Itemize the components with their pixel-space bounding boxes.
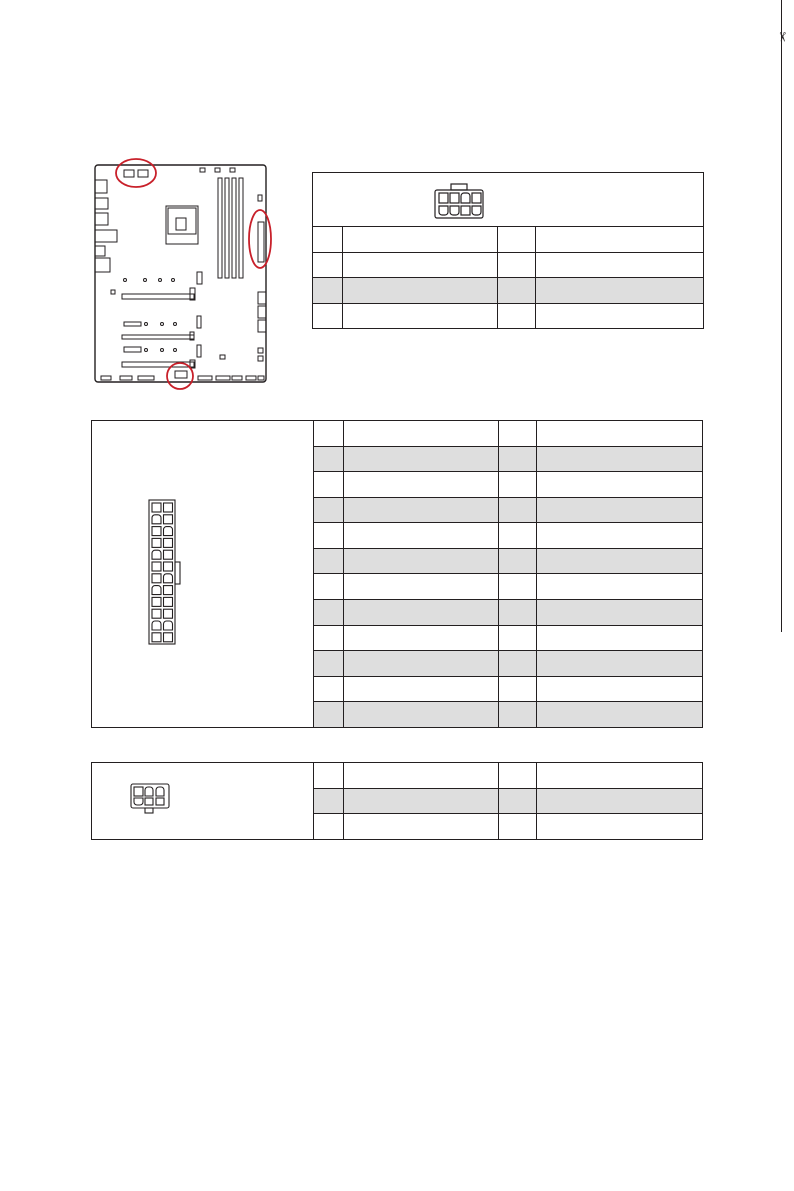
connector-pin [164, 527, 173, 536]
pin-number [499, 814, 537, 839]
pin-number [498, 304, 536, 329]
pin-number [498, 278, 536, 303]
pin-number [499, 789, 537, 814]
motherboard-diagram [80, 150, 280, 395]
table-row [314, 574, 702, 600]
table-row [314, 789, 702, 815]
signal-name [343, 253, 498, 278]
signal-name [344, 574, 499, 599]
signal-name [344, 600, 499, 625]
table-row [313, 304, 703, 329]
table-row [314, 814, 702, 839]
connector-pin [164, 586, 173, 595]
signal-name [344, 421, 499, 446]
pin-number [314, 677, 344, 702]
pin-number [499, 651, 537, 676]
table-row [314, 702, 702, 727]
connector-pin [152, 586, 161, 595]
table-row [314, 472, 702, 498]
pin-number [314, 498, 344, 523]
pin-number [313, 278, 343, 303]
pin-number [314, 574, 344, 599]
connector-pin [152, 503, 161, 512]
connector-pin [164, 597, 173, 606]
pin-number [499, 549, 537, 574]
scissors-icon: ✂ [774, 31, 789, 43]
signal-name [344, 626, 499, 651]
pin-number [499, 763, 537, 788]
table-row [314, 600, 702, 626]
signal-name [537, 763, 702, 788]
pin-number [314, 600, 344, 625]
table-row [314, 498, 702, 524]
pin-number [499, 472, 537, 497]
pin-number [314, 472, 344, 497]
pin-number [314, 702, 344, 727]
signal-name [536, 304, 703, 329]
table-row [314, 651, 702, 677]
connector-pin [164, 515, 173, 524]
eps-8pin-header [313, 173, 703, 227]
eps-8pin-grid [313, 227, 703, 328]
signal-name [537, 789, 702, 814]
signal-name [536, 253, 703, 278]
pin-number [314, 523, 344, 548]
signal-name [537, 814, 702, 839]
signal-name [537, 651, 702, 676]
pin-number [313, 304, 343, 329]
connector-pin [164, 503, 173, 512]
table-row [314, 447, 702, 473]
pin-number [314, 651, 344, 676]
signal-name [344, 523, 499, 548]
signal-name [537, 421, 702, 446]
signal-name [344, 814, 499, 839]
pin-number [499, 702, 537, 727]
signal-name [344, 498, 499, 523]
signal-name [344, 702, 499, 727]
connector-pin [164, 562, 173, 571]
pin-number [314, 447, 344, 472]
pin-number [313, 253, 343, 278]
connector-6pin-icon [128, 781, 174, 815]
pin-number [499, 677, 537, 702]
pin-number [499, 574, 537, 599]
pcie-6pin-table [91, 762, 703, 840]
connector-pin [152, 574, 161, 583]
cut-line [781, 0, 782, 632]
pcie-6pin-grid [314, 763, 702, 839]
signal-name [343, 227, 498, 252]
signal-name [344, 549, 499, 574]
table-row [313, 278, 703, 304]
table-row [314, 523, 702, 549]
atx-24pin-grid [314, 421, 702, 727]
connector-pin [152, 538, 161, 547]
pin-number [499, 523, 537, 548]
connector-pin [164, 609, 173, 618]
connector-pin [152, 515, 161, 524]
connector-8pin-icon [429, 181, 489, 221]
table-row [314, 421, 702, 447]
pin-number [314, 789, 344, 814]
table-row [314, 626, 702, 652]
pin-number [499, 421, 537, 446]
signal-name [537, 702, 702, 727]
connector-pin [152, 633, 161, 642]
signal-name [537, 523, 702, 548]
signal-name [344, 651, 499, 676]
signal-name [344, 763, 499, 788]
signal-name [537, 498, 702, 523]
signal-name [536, 278, 703, 303]
connector-pin [152, 597, 161, 606]
connector-pin [164, 574, 173, 583]
signal-name [537, 677, 702, 702]
table-row [314, 763, 702, 789]
pin-number [314, 763, 344, 788]
signal-name [343, 304, 498, 329]
connector-pin [164, 621, 173, 630]
signal-name [344, 472, 499, 497]
pcie-6pin-side [92, 763, 314, 839]
signal-name [537, 447, 702, 472]
signal-name [344, 789, 499, 814]
eps-8pin-table [312, 172, 704, 329]
connector-pin [152, 609, 161, 618]
signal-name [343, 278, 498, 303]
connector-24pin-icon [146, 497, 196, 647]
atx-24pin-side [92, 421, 314, 727]
connector-pin [164, 538, 173, 547]
signal-name [536, 227, 703, 252]
pin-number [314, 421, 344, 446]
table-row [314, 549, 702, 575]
pin-number [499, 447, 537, 472]
connector-pin [152, 527, 161, 536]
connector-pin [152, 550, 161, 559]
pin-number [314, 814, 344, 839]
signal-name [537, 472, 702, 497]
table-row [314, 677, 702, 703]
pin-number [313, 227, 343, 252]
pin-number [314, 549, 344, 574]
signal-name [537, 549, 702, 574]
pin-number [498, 227, 536, 252]
pin-number [499, 498, 537, 523]
connector-pin [164, 550, 173, 559]
signal-name [344, 677, 499, 702]
pin-number [498, 253, 536, 278]
connector-pin [152, 562, 161, 571]
table-row [313, 253, 703, 279]
signal-name [537, 626, 702, 651]
table-row [313, 227, 703, 253]
pin-number [314, 626, 344, 651]
connector-pin [152, 621, 161, 630]
signal-name [537, 600, 702, 625]
signal-name [344, 447, 499, 472]
atx-24pin-table [91, 420, 703, 728]
connector-pin [164, 633, 173, 642]
pin-number [499, 600, 537, 625]
pin-number [499, 626, 537, 651]
signal-name [537, 574, 702, 599]
